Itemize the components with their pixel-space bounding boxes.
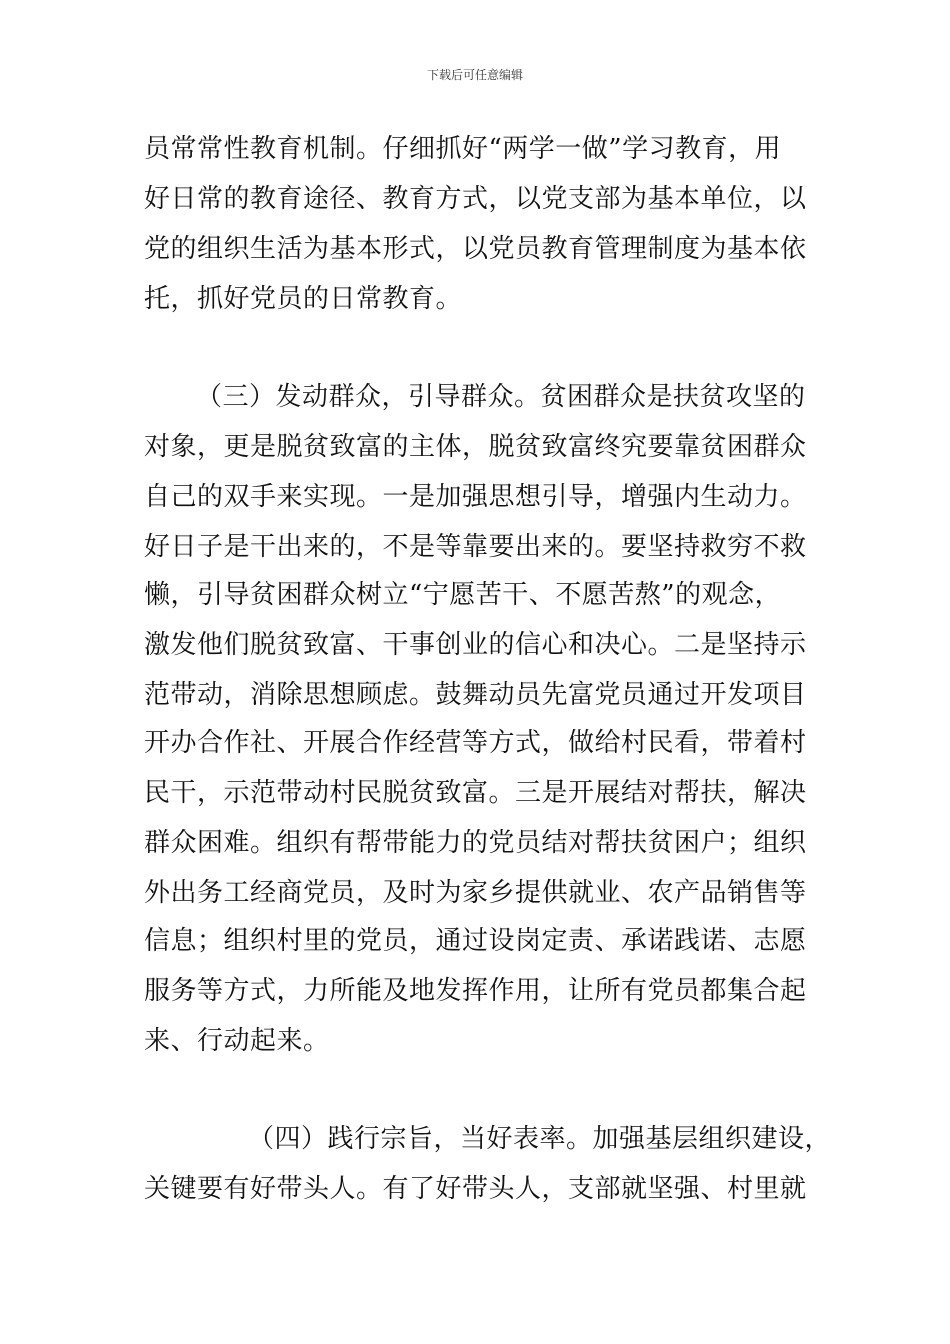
text-line: 自己的双手来实现。一是加强思想引导，增强内生动力。 (144, 482, 807, 512)
text-line: 关键要有好带头人。有了好带头人，支部就坚强、村里就 (144, 1174, 807, 1204)
text-line: 懒，引导贫困群众树立“宁愿苦干、不愿苦熬”的观念， (144, 580, 782, 610)
text-line: 外出务工经商党员，及时为家乡提供就业、农产品销售等 (144, 878, 807, 908)
text-line: 好日子是干出来的，不是等靠要出来的。要坚持救穷不救 (144, 532, 807, 562)
text-line: 信息；组织村里的党员，通过设岗定责、承诺践诺、志愿 (144, 926, 807, 956)
text-line: 好日常的教育途径、教育方式，以党支部为基本单位，以 (144, 184, 807, 214)
text-line: 民干，示范带动村民脱贫致富。三是开展结对帮扶，解决 (144, 778, 807, 808)
text-line: 对象，更是脱贫致富的主体，脱贫致富终究要靠贫困群众 (144, 432, 807, 462)
text-line: 激发他们脱贫致富、干事创业的信心和决心。二是坚持示 (144, 630, 807, 660)
text-line: 托，抓好党员的日常教育。 (144, 284, 463, 314)
text-line: 服务等方式，力所能及地发挥作用，让所有党员都集合起 (144, 976, 807, 1006)
text-line: 党的组织生活为基本形式，以党员教育管理制度为基本依 (144, 234, 807, 264)
text-line: 范带动，消除思想顾虑。鼓舞动员先富党员通过开发项目 (144, 680, 807, 710)
text-line: 员常常性教育机制。仔细抓好“两学一做”学习教育，用 (144, 134, 782, 164)
paragraph-heading-line: （四）践行宗旨，当好表率。加强基层组织建设， (248, 1124, 832, 1154)
paragraph-heading-line: （三）发动群众，引导群众。贫困群众是扶贫攻坚的 (196, 382, 806, 412)
page-header: 下载后可任意编辑 (426, 68, 523, 82)
text-line: 开办合作社、开展合作经营等方式，做给村民看，带着村 (144, 728, 807, 758)
text-line: 来、行动起来。 (144, 1026, 330, 1056)
text-line: 群众困难。组织有帮带能力的党员结对帮扶贫困户；组织 (144, 828, 807, 858)
